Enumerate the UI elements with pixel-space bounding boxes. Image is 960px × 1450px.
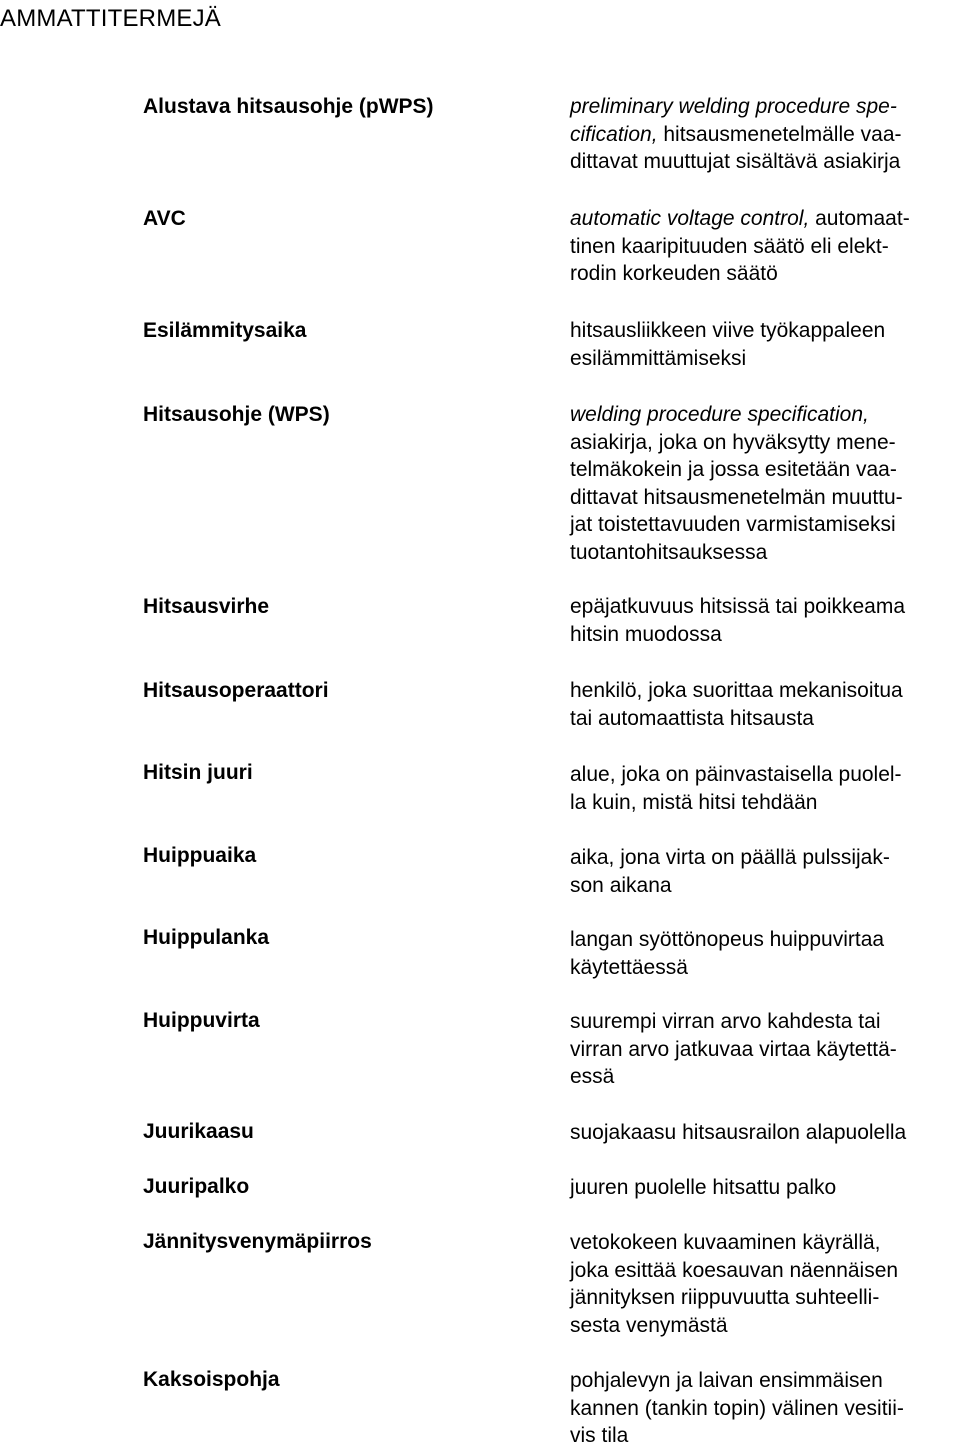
definition-text: juuren puolelle hitsattu palko <box>570 1176 837 1199</box>
glossary-definition <box>570 93 958 176</box>
definition-line <box>570 1036 958 1064</box>
glossary-term: Juurikaasu <box>143 1120 254 1143</box>
definition-text: rodin korkeuden säätö <box>570 262 778 286</box>
glossary-term: Hitsausvirhe <box>143 595 270 618</box>
definition-line <box>570 93 958 121</box>
glossary-definition <box>570 205 958 288</box>
definition-text: joka esittää koesauvan näennäisen <box>570 1258 899 1282</box>
definition-line <box>570 205 958 233</box>
definition-line <box>570 1119 958 1147</box>
definition-line <box>570 345 958 373</box>
definition-english-term: welding procedure specification, <box>570 403 869 426</box>
definition-line <box>570 1312 958 1340</box>
glossary-definition <box>570 317 958 372</box>
definition-text: suojakaasu hitsausrailon alapuolella <box>570 1121 907 1144</box>
glossary-term: Kaksoispohja <box>143 1368 280 1391</box>
page-title: AMMATTITERMEJÄ <box>0 5 222 32</box>
glossary-term: Hitsausoperaattori <box>143 679 329 702</box>
definition-line <box>570 954 958 982</box>
glossary-definition <box>570 401 958 567</box>
glossary-definition <box>570 1229 958 1339</box>
definition-line <box>570 1174 958 1202</box>
definition-line <box>570 1257 958 1285</box>
definition-text: pohjalevyn ja laivan ensimmäisen <box>570 1369 883 1392</box>
definition-line <box>570 401 958 429</box>
definition-text: telmäkokein ja jossa esitetään vaa- <box>570 458 897 482</box>
definition-english-term: cification, <box>570 122 658 146</box>
definition-text: tuotantohitsauksessa <box>570 540 768 564</box>
glossary-definition <box>570 926 958 981</box>
definition-line <box>570 593 958 621</box>
definition-line <box>570 621 958 649</box>
definition-line <box>570 705 958 733</box>
definition-text: suurempi virran arvo kahdesta tai <box>570 1010 881 1033</box>
definition-text: hitsin muodossa <box>570 622 722 646</box>
definition-text: henkilö, joka suorittaa mekanisoitua <box>570 679 903 702</box>
definition-line <box>570 456 958 484</box>
definition-line <box>570 260 958 288</box>
definition-text: jännityksen riippuvuutta suhteelli- <box>570 1286 880 1310</box>
definition-line <box>570 761 958 789</box>
definition-text: hitsausmenetelmälle vaa- <box>657 122 902 146</box>
glossary-term: Jännitysvenymäpiirros <box>143 1230 372 1253</box>
definition-line <box>570 1229 958 1257</box>
definition-line <box>570 1063 958 1091</box>
definition-text: esilämmittämiseksi <box>570 346 747 370</box>
glossary-term: Huippulanka <box>143 926 270 949</box>
definition-text: tai automaattista hitsausta <box>570 706 814 730</box>
definition-line <box>570 1284 958 1312</box>
definition-text: dittavat hitsausmenetelmän muuttu- <box>570 485 903 509</box>
definition-text: hitsausliikkeen viive työkappaleen <box>570 319 886 342</box>
glossary-definition <box>570 761 958 816</box>
glossary-definition <box>570 844 958 899</box>
definition-line <box>570 484 958 512</box>
glossary-term: Huippuvirta <box>143 1009 260 1032</box>
definition-text: alue, joka on päinvastaisella puolel- <box>570 763 902 786</box>
definition-line <box>570 539 958 567</box>
definition-line <box>570 677 958 705</box>
definition-text: aika, jona virta on päällä pulssijak- <box>570 846 890 869</box>
definition-line <box>570 1008 958 1036</box>
definition-line <box>570 844 958 872</box>
definition-text: jat toistettavuuden varmistamiseksi <box>570 513 896 537</box>
definition-text: sesta venymästä <box>570 1313 728 1337</box>
glossary-definition <box>570 593 958 648</box>
definition-text: langan syöttönopeus huippuvirtaa <box>570 928 885 951</box>
definition-english-term: preliminary welding procedure spe- <box>570 95 897 118</box>
glossary-definition <box>570 677 958 732</box>
definition-text: la kuin, mistä hitsi tehdään <box>570 790 818 814</box>
definition-text: epäjatkuvuus hitsissä tai poikkeama <box>570 595 906 618</box>
glossary-term: Huippuaika <box>143 844 257 867</box>
glossary-term: Hitsausohje (WPS) <box>143 403 330 426</box>
definition-text: virran arvo jatkuvaa virtaa käytettä- <box>570 1037 897 1061</box>
definition-line <box>570 511 958 539</box>
definition-text: automaat- <box>809 207 910 230</box>
definition-line <box>570 1367 958 1395</box>
definition-line <box>570 233 958 261</box>
definition-text: dittavat muuttujat sisältävä asiakirja <box>570 150 901 174</box>
definition-text: essä <box>570 1065 615 1089</box>
glossary-term: Alustava hitsausohje (pWPS) <box>143 95 434 118</box>
definition-text: asiakirja, joka on hyväksytty mene- <box>570 430 896 454</box>
definition-text: son aikana <box>570 873 672 897</box>
definition-line <box>570 148 958 176</box>
definition-line <box>570 121 958 149</box>
definition-line <box>570 926 958 954</box>
definition-english-term: automatic voltage control, <box>570 207 810 230</box>
glossary-term: Esilämmitysaika <box>143 319 307 342</box>
definition-text: käytettäessä <box>570 955 688 979</box>
definition-line <box>570 317 958 345</box>
glossary-term: Juuripalko <box>143 1175 250 1198</box>
definition-text: kannen (tankin topin) välinen vesitii- <box>570 1396 904 1420</box>
glossary-definition <box>570 1119 958 1147</box>
definition-text: tinen kaaripituuden säätö eli elekt- <box>570 234 889 258</box>
definition-text: vetokokeen kuvaaminen käyrällä, <box>570 1231 881 1254</box>
glossary-definition <box>570 1008 958 1091</box>
definition-line <box>570 429 958 457</box>
glossary-term: AVC <box>143 207 186 230</box>
definition-line <box>570 789 958 817</box>
definition-line <box>570 1395 958 1423</box>
definition-line <box>570 872 958 900</box>
definition-text: vis tila <box>570 1424 629 1448</box>
glossary-term: Hitsin juuri <box>143 761 253 784</box>
glossary-definition <box>570 1174 958 1202</box>
glossary-definition <box>570 1367 958 1450</box>
